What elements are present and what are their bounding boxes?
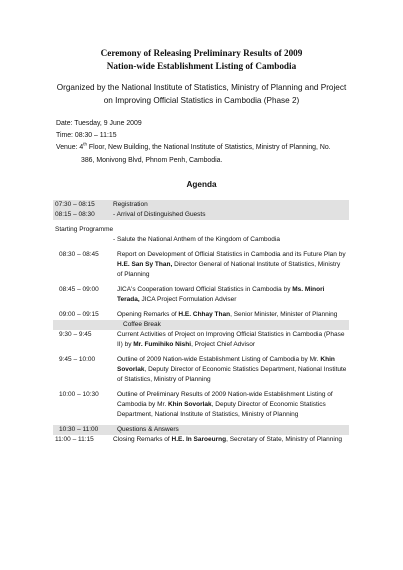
speaker-name: Ms. Minori Terada,: [117, 286, 325, 303]
organizer-statement: [0, 81, 403, 107]
agenda-row: [53, 435, 349, 445]
agenda-time: 08:45 – 09:00: [59, 286, 99, 293]
title-line-2: Nation-wide Establishment Listing of Cambodia: [106, 61, 297, 71]
agenda-item: - Salute the National Anthem of the Kingdom of Cambodia: [113, 236, 280, 243]
speaker-name: Khin Sovorlak: [117, 356, 335, 373]
starting-programme-label: Starting Programme: [55, 226, 114, 233]
speaker-name: H.E. In Saroeurng: [171, 436, 227, 443]
agenda-item: Questions & Answers: [117, 426, 179, 433]
agenda-item: Current Activities of Project on Improving Official Statistics in Cambodia (Phase II) by Mr. Fumihiko Nishi, Project Chief Advisor: [117, 331, 345, 348]
agenda-row: [53, 390, 349, 420]
event-venue: [56, 142, 356, 154]
agenda-time: 08:15 – 08:30: [55, 211, 95, 218]
agenda-item: Closing Remarks of H.E. In Saroeurng, Secretary of State, Ministry of Planning: [113, 436, 343, 443]
agenda-time: 09:00 – 09:15: [59, 311, 99, 318]
agenda-row: [53, 250, 349, 280]
document-title: [0, 47, 403, 73]
agenda-time: 10:00 – 10:30: [59, 391, 99, 398]
speaker-name: H.E. San Sy Than,: [117, 261, 173, 268]
agenda-row: [53, 355, 349, 385]
agenda-row: [53, 320, 349, 330]
agenda-row: [53, 210, 349, 220]
agenda-time: 07:30 – 08:15: [55, 201, 95, 208]
agenda-time: 10:30 – 11:00: [59, 426, 99, 433]
agenda-time: 08:30 – 08:45: [59, 251, 99, 258]
event-date: Date: Tuesday, 9 June 2009: [56, 120, 142, 127]
agenda-item: JICA's Cooperation toward Official Statistics in Cambodia by Ms. Minori Terada, JICA Project Formulation Adviser: [117, 286, 325, 303]
venue-address: 386, Monivong Blvd, Phnom Penh, Cambodia.: [81, 156, 223, 164]
agenda-item: Report on Development of Official Statistics in Cambodia and its Future Plan by H.E. San Sy Than, Director General of National Institute of Statistics, Ministry of Planning: [117, 251, 346, 278]
agenda-row: [53, 285, 349, 305]
agenda-item: Outline of 2009 Nation-wide Establishment Listing of Cambodia by Mr. Khin Sovorlak, Deputy Director of Economic Statistics Department, National Institute of Statistics, Ministry of Planning: [117, 356, 347, 383]
speaker-name: H.E. Chhay Than: [178, 311, 231, 318]
event-time: Time: 08:30 – 11:15: [56, 132, 117, 140]
coffee-break: Coffee Break: [123, 321, 161, 328]
speaker-name: Mr. Fumihiko Nishi: [133, 341, 192, 348]
title-line-1: Ceremony of Releasing Preliminary Results of 2009: [100, 48, 303, 58]
agenda-time: 9:45 – 10:00: [59, 356, 96, 363]
agenda-time: 9:30 – 9:45: [59, 331, 92, 338]
speaker-name: Khin Sovorlak: [167, 401, 212, 408]
agenda-item: Opening Remarks of H.E. Chhay Than, Senior Minister, Minister of Planning: [117, 311, 338, 318]
agenda-row: [53, 310, 349, 320]
agenda-item: - Arrival of Distinguished Guests: [113, 211, 206, 218]
agenda-table: [53, 200, 349, 445]
organizer-line-2: on Improving Official Statistics in Cambodia (Phase 2): [103, 96, 300, 105]
venue-prefix: Venue: 4: [56, 144, 84, 152]
event-details: [56, 118, 356, 167]
organizer-line-1: Organized by the National Institute of Statistics, Ministry of Planning and Project: [56, 83, 347, 92]
agenda-row: [53, 235, 349, 245]
agenda-row: [53, 425, 349, 435]
venue-superscript: th: [83, 142, 87, 148]
agenda-row: [53, 200, 349, 210]
agenda-item: Outline of Preliminary Results of 2009 Nation-wide Establishment Listing of Cambodia by Mr. Khin Sovorlak, Deputy Director of Economic Statistics Department, National Institute of Statistics, Ministry of Planning: [117, 391, 333, 418]
agenda-item: Registration: [113, 201, 148, 208]
agenda-heading: Agenda: [186, 180, 217, 189]
venue-rest: Floor, New Building, the National Institute of Statistics, Ministry of Planning, No.: [86, 144, 331, 152]
agenda-section-label: [53, 225, 349, 235]
agenda-time: 11:00 – 11:15: [55, 436, 94, 443]
agenda-row: [53, 330, 349, 350]
